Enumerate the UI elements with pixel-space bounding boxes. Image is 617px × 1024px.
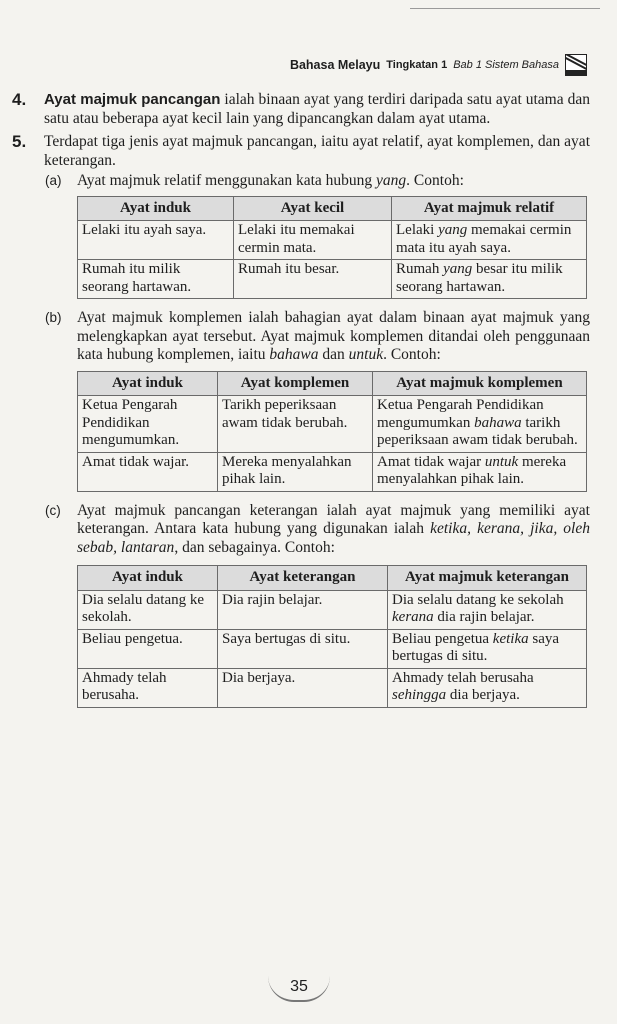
table-row xyxy=(78,221,587,260)
column-header: Ayat keterangan xyxy=(218,566,388,591)
table-cell: Dia selalu datang ke sekolah kerana dia rajin belajar. xyxy=(388,590,587,629)
column-header: Ayat komplemen xyxy=(218,371,373,396)
table-cell: Ketua Pengarah Pendidikan mengumumkan bahawa tarikh peperiksaan awam tidak berubah. xyxy=(373,396,587,453)
table-cell: Amat tidak wajar untuk mereka menyalahkan pihak lain. xyxy=(373,452,587,491)
table-cell: Beliau pengetua. xyxy=(78,629,218,668)
column-header: Ayat majmuk keterangan xyxy=(388,566,587,591)
page-number: 35 xyxy=(268,976,330,1002)
table-cell: Dia selalu datang ke sekolah. xyxy=(78,590,218,629)
item-number: 5. xyxy=(12,132,27,151)
table-cell: Lelaki itu ayah saya. xyxy=(78,221,234,260)
table-relatif xyxy=(77,196,587,300)
page-content xyxy=(12,91,590,713)
table-row xyxy=(78,260,587,299)
header-chapter: Bab 1 Sistem Bahasa xyxy=(453,59,559,71)
table-row xyxy=(78,396,587,453)
item-5 xyxy=(12,133,590,708)
table-komplemen xyxy=(77,371,587,492)
table-cell: Mereka menyalahkan pihak lain. xyxy=(218,452,373,491)
table-cell: Ketua Pengarah Pendidikan mengumumkan. xyxy=(78,396,218,453)
running-header xyxy=(290,54,587,76)
term-bold: Ayat majmuk pancangan xyxy=(44,91,221,108)
sub-label: (c) xyxy=(45,502,61,518)
column-header: Ayat induk xyxy=(78,196,234,221)
table-row xyxy=(78,668,587,707)
table-cell: Rumah itu besar. xyxy=(234,260,392,299)
table-keterangan xyxy=(77,565,587,708)
table-cell: Lelaki itu memakai cermin mata. xyxy=(234,221,392,260)
table-cell: Beliau pengetua ketika saya bertugas di situ. xyxy=(388,629,587,668)
item-text: Terdapat tiga jenis ayat majmuk pancangan, iaitu ayat relatif, ayat komplemen, dan ayat keterangan. xyxy=(44,133,590,169)
item-number: 4. xyxy=(12,90,27,109)
sub-item-b: (b) Ayat majmuk komplemen ialah bahagian ayat dalam binaan ayat majmuk yang melengkapkan ayat tersebut. Ayat majmuk komplemen ditandai oleh penggunaan kata hubung komplemen, iaitu bahawa dan untuk. Contoh: xyxy=(45,309,590,363)
header-level: Tingkatan 1 xyxy=(386,59,448,71)
table-row xyxy=(78,629,587,668)
publisher-logo-icon xyxy=(565,54,587,76)
column-header: Ayat majmuk relatif xyxy=(392,196,587,221)
column-header: Ayat majmuk komplemen xyxy=(373,371,587,396)
table-cell: Saya bertugas di situ. xyxy=(218,629,388,668)
item-4 xyxy=(12,91,590,128)
top-rule xyxy=(410,8,600,9)
table-cell: Ahmady telah berusaha sehingga dia berjaya. xyxy=(388,668,587,707)
sub-item-a: (a) Ayat majmuk relatif menggunakan kata hubung yang. Contoh: xyxy=(45,172,464,189)
column-header: Ayat induk xyxy=(78,371,218,396)
table-row xyxy=(78,590,587,629)
header-subject: Bahasa Melayu xyxy=(289,58,381,72)
item-text: Ayat majmuk pancangan ialah binaan ayat yang terdiri daripada satu ayat utama dan satu atau beberapa ayat kecil lain yang dipancangkan dalam ayat utama. xyxy=(44,91,590,127)
table-cell: Dia rajin belajar. xyxy=(218,590,388,629)
table-row xyxy=(78,452,587,491)
table-header-row xyxy=(78,566,587,591)
table-cell: Dia berjaya. xyxy=(218,668,388,707)
sub-label: (a) xyxy=(45,173,62,188)
column-header: Ayat kecil xyxy=(234,196,392,221)
table-cell: Rumah itu milik seorang hartawan. xyxy=(78,260,234,299)
table-cell: Lelaki yang memakai cermin mata itu ayah saya. xyxy=(392,221,587,260)
sub-item-c: (c) Ayat majmuk pancangan keterangan ialah ayat majmuk yang memiliki ayat keterangan. Antara kata hubung yang digunakan ialah ketika, kerana, jika, oleh sebab, lantaran, dan sebagainya. Contoh: xyxy=(45,501,590,556)
table-cell: Tarikh peperiksaan awam tidak berubah. xyxy=(218,396,373,453)
table-header-row xyxy=(78,371,587,396)
table-cell: Ahmady telah berusaha. xyxy=(78,668,218,707)
column-header: Ayat induk xyxy=(78,566,218,591)
table-cell: Amat tidak wajar. xyxy=(78,452,218,491)
table-header-row xyxy=(78,196,587,221)
sub-label: (b) xyxy=(45,310,62,325)
table-cell: Rumah yang besar itu milik seorang hartawan. xyxy=(392,260,587,299)
